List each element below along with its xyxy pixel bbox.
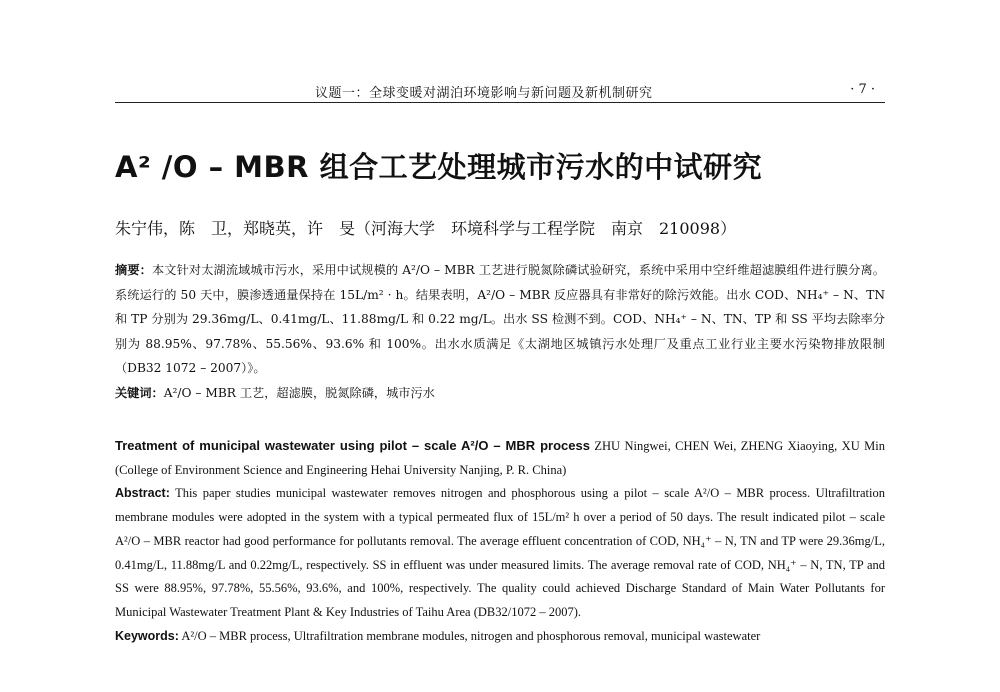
abstract-chinese: [115, 258, 885, 381]
keywords-chinese-text: A²/O – MBR 工艺，超滤膜，脱氮除磷，城市污水: [163, 386, 435, 400]
running-header: [115, 78, 885, 103]
abstract-chinese-text: 本文针对太湖流域城市污水，采用中试规模的 A²/O – MBR 工艺进行脱氮除磷试验研究，系统中采用中空纤维超滤膜组件进行膜分离。系统运行的 50 天中，膜渗透通量保持在 15L/m² · h。结果表明，A²/O – MBR 反应器具有非常好的除污效能。出水 COD、NH₄⁺ – N、TN 和 TP 分别为 29.36mg/L、0.41mg/L、11.88mg/L 和 0.22 mg/L。出水 SS 检测不到。COD、NH₄⁺ – N、TN、TP 和 SS 平均去除率分别为 88.95%、97.78%、55.56%、93.6% 和 100%。出水水质满足《太湖地区城镇污水处理厂及重点工业行业主要水污染物排放限制（DB32 1072 – 2007）》。: [115, 263, 885, 375]
paper-title: A² /O – MBR 组合工艺处理城市污水的中试研究: [115, 150, 763, 184]
english-keywords-label: Keywords:: [115, 628, 179, 643]
english-abstract: [115, 482, 885, 624]
english-authors: ZHU Ningwei, CHEN Wei, ZHENG Xiaoying, XU Min: [594, 439, 886, 453]
keywords-chinese-label: 关键词：: [115, 386, 164, 400]
english-title: Treatment of municipal wastewater using pilot – scale A²/O – MBR process: [115, 438, 590, 453]
page-number: · 7 ·: [850, 82, 875, 97]
english-abstract-text: This paper studies municipal wastewater removes nitrogen and phosphorous using a pilot – scale A²/O – MBR process. Ultrafiltration membrane modules were adopted in the system with a typical permeated flux of 15L/m² h over a period of 50 days. The result indicated pilot – scale A²/O – MBR reactor had good performance for pollutants removal. The average effluent concentration of COD, NH₄⁺ – N, TN and TP were 29.36mg/L, 0.41mg/L, 11.88mg/L and 0.22mg/L, respectively. SS in effluent was under measured limits. The average removal rate of COD, NH₄⁺ – N, TN, TP and SS were 88.95%, 97.78%, 55.56%, 93.6%, and 100%, respectively. The quality could achieved Discharge Standard of Main Water Pollutants for Municipal Wastewater Treatment Plant & Key Industries of Taihu Area (DB32/1072 – 2007).: [115, 486, 885, 619]
authors-chinese: 朱宁伟，陈 卫，郑晓英，许 旻（河海大学 环境科学与工程学院 南京 210098）: [115, 219, 737, 238]
keywords-chinese: [115, 384, 885, 401]
english-abstract-label: Abstract:: [115, 486, 170, 501]
english-affiliation: (College of Environment Science and Engineering Hehai University Nanjing, P. R. China): [115, 462, 567, 477]
english-title-line: [115, 434, 885, 482]
abstract-chinese-label: 摘要：: [115, 263, 152, 277]
english-keywords-text: A²/O – MBR process, Ultrafiltration membrane modules, nitrogen and phosphorous removal, municipal wastewater: [181, 628, 761, 643]
english-section: [115, 434, 885, 648]
english-keywords: [115, 625, 885, 649]
running-title: 议题一：全球变暖对湖泊环境影响与新问题及新机制研究: [315, 86, 653, 101]
